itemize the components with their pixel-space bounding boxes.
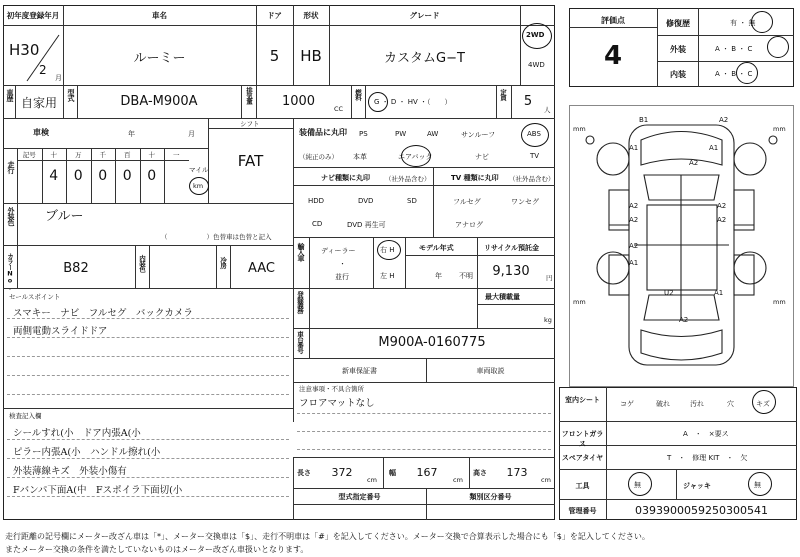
equip-tv: TV: [530, 152, 540, 160]
vehicle-manual: 車両取説: [476, 367, 505, 375]
inspection-label: 車検: [33, 128, 49, 137]
windshield-label: フロントガラス: [561, 430, 604, 448]
length-label: 長さ: [297, 469, 311, 477]
inspector-line-3: 外装薄線キズ 外装小傷有: [13, 466, 127, 477]
navi-sd: SD: [407, 197, 417, 205]
seat-tear: 破れ: [656, 400, 670, 408]
color-value: ブルー: [45, 209, 84, 224]
navi-sub: （社外品含む）: [385, 175, 431, 183]
footer-line-2: またメーター交換の条件を満たしていないものはメーター改ざん車扱いとなります。: [5, 545, 309, 554]
tv-title: TV 種類に丸印: [451, 174, 499, 182]
inspection-month-unit: 月: [188, 130, 195, 138]
equip-aw: AW: [427, 130, 439, 138]
jack-value: 無: [754, 481, 761, 489]
fuel-label: 燃料: [354, 89, 362, 100]
shape-label: 形状: [303, 11, 319, 20]
interior-color-label: 内装色: [138, 255, 146, 272]
mgmt-label: 管理番号: [568, 507, 597, 515]
sales-line-2: 両側電動スライドドア: [13, 326, 108, 337]
digit-head: 十: [148, 151, 155, 159]
tv-analog: アナログ: [455, 221, 483, 229]
inspector-label: 検査記入欄: [9, 412, 42, 420]
equip-abs: ABS: [527, 130, 541, 138]
damage-mark: A2: [629, 242, 639, 250]
fuel-options: G ・ D ・ HV ・（ ）: [374, 98, 452, 106]
navi-dvd: DVD: [358, 197, 374, 205]
navi-cd: CD: [312, 220, 323, 228]
damage-mark: A1: [714, 289, 724, 297]
seat-burn: コゲ: [620, 400, 634, 408]
grade-label: グレード: [409, 11, 440, 20]
new-car-warranty: 新車保証書: [342, 367, 377, 375]
inspector-line-4: Fバンパ下面A(中 Fスポイラ下面切(小: [13, 485, 183, 496]
sales-points-label: セールスポイント: [9, 293, 61, 301]
exterior-c-circle: [767, 36, 789, 58]
damage-mark: A2: [717, 216, 727, 224]
mgmt-value: 0393900059250300541: [635, 504, 768, 517]
footer-line-1: 走行距離の記号欄にメーター改ざん車は「*」、メーター交換車は「$」、走行不明車は「#」を記入してください。メーター交換で合算表示した場合にも「$」を記入してください。: [5, 532, 650, 541]
grade: カスタムG−T: [384, 51, 465, 66]
damage-mark: A2: [717, 202, 727, 210]
damage-mark: A1: [629, 144, 639, 152]
spare-tire-options: T ・ 修理 KIT ・ 欠: [667, 454, 748, 462]
mileage-digit: 0: [98, 168, 108, 184]
mileage-label: 走行: [7, 161, 15, 173]
exterior-label: 外装: [670, 45, 686, 54]
repair-label: 修復歴: [666, 19, 690, 28]
mileage-digit: 0: [122, 168, 132, 184]
drive-2wd: 2WD: [526, 31, 545, 39]
length-value: 372: [331, 466, 353, 479]
drive-4wd: 4WD: [528, 61, 545, 69]
mileage-digit: 4: [49, 168, 59, 184]
color-label: 外装色: [7, 207, 15, 225]
color-no-label: カラーNo.: [6, 253, 14, 291]
category-label: 類別区分番号: [469, 493, 512, 501]
reg-year: H30: [9, 41, 40, 59]
repair-options: 有 ・ 無: [730, 19, 756, 27]
displacement: 1000: [281, 94, 316, 109]
import-parallel: 並行: [335, 273, 349, 281]
tools-value: 無: [634, 481, 641, 489]
navi-hdd: HDD: [308, 197, 325, 205]
equip-leather: 本革: [353, 153, 367, 161]
width-value: 167: [416, 466, 438, 479]
model-year-unknown: 不明: [459, 272, 473, 280]
reg-month: 2: [39, 63, 47, 77]
import-dealer: ディーラー: [321, 247, 356, 255]
sales-line-1: スマキー ナビ フルセグ バックカメラ: [13, 308, 193, 319]
digit-head: 記号: [22, 151, 36, 159]
max-load-label: 最大積載量: [485, 293, 520, 301]
ac-label: 冷房: [219, 257, 227, 268]
damage-mark: A2: [679, 316, 689, 324]
damage-mark: A2: [629, 202, 639, 210]
interior-b-circle: [736, 62, 758, 84]
damage-mark: A2: [689, 159, 699, 167]
digit-head: 十: [50, 151, 57, 159]
length-cm: cm: [367, 476, 377, 484]
equip-navi: ナビ: [475, 153, 489, 161]
month-unit: 月: [55, 74, 62, 82]
mm-label-4: mm: [773, 298, 786, 306]
km-label: km: [193, 182, 204, 190]
interior-seat-label: 室内シート: [565, 396, 600, 404]
equip-airbag: エアバック: [398, 153, 433, 161]
left-h: 左 H: [380, 272, 395, 280]
interior-label: 内装: [670, 70, 686, 79]
auction-sheet: [3, 5, 797, 525]
chassis-value: M900A-0160775: [378, 335, 486, 350]
usage: 自家用: [20, 96, 57, 110]
jack-label: ジャッキ: [683, 482, 711, 490]
inspector-line-1: シールすれ(小 ドア内張A(小: [13, 428, 141, 439]
shift-value: FAT: [237, 152, 264, 170]
registration-label: 登録義務: [296, 291, 304, 313]
model-label: 型式: [67, 89, 75, 101]
notes-value: フロアマットなし: [299, 398, 375, 409]
score-value: 4: [603, 41, 623, 71]
mm-label-1: mm: [573, 125, 586, 133]
capacity-label: 定員: [499, 89, 507, 100]
digit-head: 万: [75, 151, 82, 159]
digit-head: 百: [124, 151, 131, 159]
width-cm: cm: [453, 476, 463, 484]
damage-mark: A2: [719, 116, 729, 124]
door-label: ドア: [267, 11, 282, 20]
mileage-digit: 0: [147, 168, 157, 184]
height-label: 高さ: [473, 469, 487, 477]
digit-head: 一: [173, 151, 180, 159]
damage-mark: A2: [629, 216, 639, 224]
seat-dirt: 汚れ: [690, 400, 704, 408]
model-year-unit: 年: [435, 272, 442, 280]
seat-hole: 穴: [727, 400, 734, 408]
car-name-label: 車名: [152, 11, 167, 20]
spare-tire-label: スペアタイヤ: [561, 454, 604, 462]
ac-value: AAC: [248, 261, 275, 276]
mm-label-3: mm: [573, 298, 586, 306]
repair-none-circle: [751, 11, 773, 33]
vehicle-diagram: [569, 105, 794, 387]
tv-fullseg: フルセグ: [453, 198, 481, 206]
type-designation-label: 型式指定番号: [338, 493, 381, 501]
interior-options: A ・ B ・ C: [715, 70, 753, 78]
color-note: （ ）色替車は色替と記入: [161, 233, 272, 241]
import-dot: ・: [339, 260, 346, 268]
recycle-label: リサイクル預託金: [484, 244, 540, 252]
windshield-options: A ・ ×要ス: [683, 430, 729, 438]
equipment-title: 装備品に丸印: [299, 128, 347, 137]
person-unit: 人: [544, 106, 551, 114]
equipment-subtitle: （純正のみ）: [299, 153, 338, 161]
tv-sub: （社外品含む）: [509, 175, 555, 183]
color-no-value: B82: [63, 261, 89, 276]
exterior-options: A ・ B ・ C: [715, 45, 753, 53]
model: DBA-M900A: [120, 94, 198, 109]
mm-label-2: mm: [773, 125, 786, 133]
usage-label: 車歴: [6, 89, 14, 101]
cc-unit: CC: [334, 105, 344, 113]
damage-mark: A1: [709, 144, 719, 152]
displacement-label: 排気量: [245, 87, 253, 104]
inspector-line-2: ピラー内張A(小 ハンドル擦れ(小: [13, 447, 161, 458]
seat-scratch: キズ: [756, 400, 770, 408]
mile-label: マイル: [189, 166, 209, 174]
score-label: 評価点: [601, 16, 625, 25]
recycle-value: 9,130: [492, 264, 530, 279]
kg-unit: kg: [544, 316, 552, 324]
chassis-label: 車台番号: [296, 331, 304, 353]
first-reg-label: 初年度登録年月: [6, 11, 60, 20]
equip-ps: PS: [359, 130, 368, 138]
damage-mark: A1: [629, 259, 639, 267]
tools-label: 工具: [575, 482, 590, 490]
doors: 5: [269, 47, 280, 65]
tv-oneseg: ワンセグ: [511, 198, 539, 206]
equip-pw: PW: [395, 130, 407, 138]
inspection-year-unit: 年: [128, 130, 135, 138]
equip-sunroof: サンルーフ: [461, 131, 496, 139]
width-label: 幅: [389, 469, 396, 477]
notes-label: 注意事項・不具合箇所: [299, 385, 364, 393]
digit-head: 千: [99, 151, 106, 159]
shift-label: シフト: [240, 120, 260, 128]
navi-title: ナビ種類に丸印: [321, 174, 370, 182]
yen-unit: 円: [546, 274, 553, 282]
model-year-label: モデル年式: [419, 244, 454, 252]
damage-mark: B1: [639, 116, 649, 124]
navi-dvd-play: DVD 再生可: [347, 221, 386, 229]
height-value: 173: [506, 466, 528, 479]
right-h: 右 H: [380, 246, 395, 254]
shape: HB: [300, 47, 322, 65]
damage-mark: U2: [664, 289, 674, 297]
height-cm: cm: [541, 476, 551, 484]
capacity: 5: [523, 94, 533, 109]
car-name: ルーミー: [133, 51, 186, 66]
mileage-digit: 0: [73, 168, 83, 184]
import-label: 輸入車: [297, 243, 305, 261]
